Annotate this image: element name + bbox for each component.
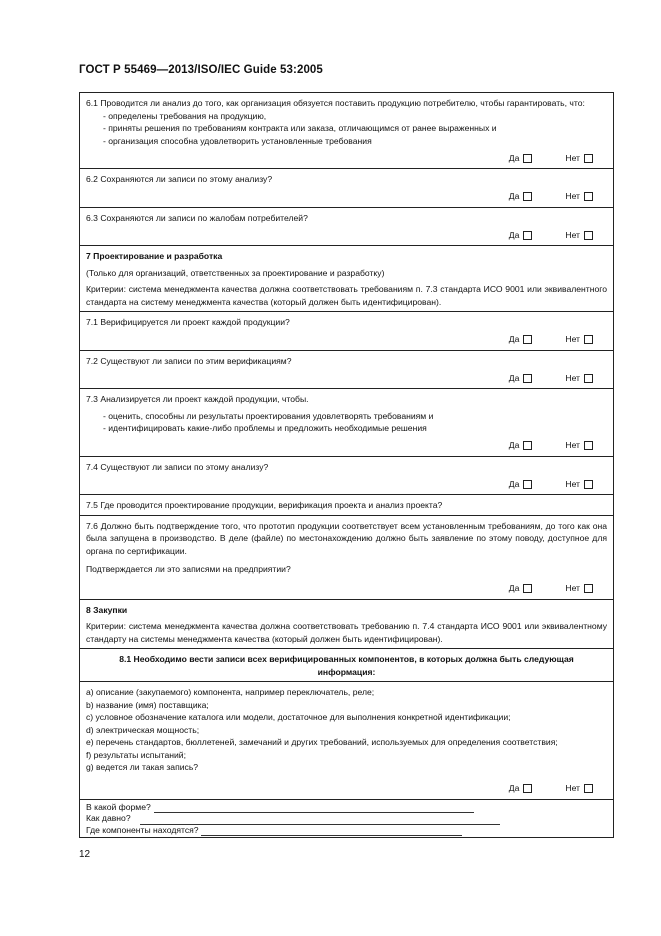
no-checkbox-8-1[interactable]	[584, 784, 593, 793]
field-row	[86, 813, 607, 825]
no-label: Нет	[565, 334, 580, 345]
section-7-header	[80, 246, 613, 312]
no-checkbox-7-2[interactable]	[584, 374, 593, 383]
no-checkbox-6-2[interactable]	[584, 192, 593, 201]
yes-label: Да	[508, 191, 520, 202]
question-8-1-list	[80, 682, 613, 800]
yes-checkbox-6-2[interactable]	[523, 192, 532, 201]
answer-row	[86, 333, 607, 347]
no-label: Нет	[565, 191, 580, 202]
yes-label: Да	[508, 440, 520, 451]
section-8-criteria: Критерии: система менеджмента качества должна соответствовать требованию п. 7.4 стандарта ИСО 9001 или эквивалентному стандарту на системы менеджмента качества (который должен быть идентифицирован).	[86, 621, 607, 644]
question-8-1-items	[86, 686, 607, 774]
answer-row	[86, 190, 607, 204]
yes-label: Да	[508, 152, 520, 163]
answer-row	[86, 151, 607, 165]
yes-label: Да	[508, 229, 520, 240]
no-checkbox-7-6[interactable]	[584, 584, 593, 593]
answer-row	[86, 371, 607, 385]
question-6-1-text: 6.1 Проводится ли анализ до того, как организация обязуется поставить продукцию потребителю, чтобы гарантировать, что:	[86, 98, 585, 108]
yes-checkbox-7-6[interactable]	[523, 584, 532, 593]
no-checkbox-6-3[interactable]	[584, 231, 593, 240]
yes-label: Да	[508, 583, 520, 594]
list-item: a) описание (закупаемого) компонента, например переключатель, реле;	[86, 687, 375, 697]
location-input-line[interactable]	[201, 826, 462, 836]
question-8-1-title: 8.1 Необходимо вести записи всех верифицированных компонентов, в которых должна быть следующая информация:	[119, 654, 574, 677]
yes-checkbox-7-4[interactable]	[523, 480, 532, 489]
how-long-input-line[interactable]	[140, 815, 500, 825]
yes-checkbox-6-1[interactable]	[523, 154, 532, 163]
yes-label: Да	[508, 372, 520, 383]
question-8-1-fields	[80, 800, 613, 839]
no-checkbox-7-1[interactable]	[584, 335, 593, 344]
section-7-criteria: Критерии: система менеджмента качества должна соответствовать требованиям п. 7.3 стандарта ИСО 9001 или эквивалентного стандарта на систему менеджмента качества (который должен быть идентифицирован).	[86, 284, 607, 307]
question-7-6-text: 7.6 Должно быть подтверждение того, что прототип продукции соответствует всем установленным требованиям, до того как она была запущена в производство. В деле (файле) по местонахождению должно быть заявление по этому поводу, доступное для органа по сертификации.	[86, 520, 607, 556]
answer-row	[86, 477, 607, 491]
page-header: ГОСТ Р 55469—2013/ISO/IEC Guide 53:2005	[79, 64, 323, 76]
yes-label: Да	[508, 478, 520, 489]
no-label: Нет	[565, 783, 580, 794]
yes-checkbox-7-3[interactable]	[523, 441, 532, 450]
no-label: Нет	[565, 372, 580, 383]
question-7-1-text: 7.1 Верифицируется ли проект каждой продукции?	[86, 317, 290, 327]
yes-label: Да	[508, 783, 520, 794]
question-7-3	[80, 389, 613, 457]
bullet-item: - организация способна удовлетворить установленные требования	[103, 135, 372, 146]
question-7-2	[80, 351, 613, 390]
answer-row	[86, 782, 607, 796]
field-label-how-long: Как давно?	[86, 813, 131, 823]
list-item: e) перечень стандартов, бюллетеней, замечаний и других требований, используемых для определения соответствия;	[86, 737, 558, 747]
field-row	[86, 825, 607, 837]
no-checkbox-6-1[interactable]	[584, 154, 593, 163]
question-7-5	[80, 495, 613, 516]
no-label: Нет	[565, 440, 580, 451]
question-7-6	[80, 516, 613, 600]
question-6-2-text: 6.2 Сохраняются ли записи по этому анализу?	[86, 174, 273, 184]
bullet-item: - определены требования на продукцию,	[103, 110, 267, 121]
question-7-1	[80, 312, 613, 351]
answer-row	[86, 228, 607, 242]
question-7-6-question: Подтверждается ли это записями на предприятии?	[86, 564, 291, 574]
field-label-form: В какой форме?	[86, 801, 151, 812]
question-7-4-text: 7.4 Существуют ли записи по этому анализу?	[86, 461, 269, 472]
page-number: 12	[79, 849, 91, 860]
section-7-title: 7 Проектирование и разработка	[86, 251, 223, 261]
no-label: Нет	[565, 229, 580, 240]
fields-list	[86, 802, 607, 837]
yes-checkbox-7-2[interactable]	[523, 374, 532, 383]
question-7-2-text: 7.2 Существуют ли записи по этим верификациям?	[86, 355, 292, 366]
yes-checkbox-7-1[interactable]	[523, 335, 532, 344]
question-7-3-text: 7.3 Анализируется ли проект каждой продукции, чтобы.	[86, 394, 309, 404]
questionnaire-table	[79, 92, 614, 838]
question-6-3-text: 6.3 Сохраняются ли записи по жалобам потребителей?	[86, 212, 308, 223]
list-item: f) результаты испытаний;	[86, 749, 186, 760]
question-7-5-text: 7.5 Где проводится проектирование продукции, верификация проекта и анализ проекта?	[86, 500, 443, 510]
field-label-location: Где компоненты находятся?	[86, 824, 199, 835]
yes-checkbox-6-3[interactable]	[523, 231, 532, 240]
yes-checkbox-8-1[interactable]	[523, 784, 532, 793]
answer-row	[86, 439, 607, 453]
question-8-1-title-row	[80, 649, 613, 682]
list-item: g) ведется ли такая запись?	[86, 762, 199, 772]
no-checkbox-7-4[interactable]	[584, 480, 593, 489]
answer-row	[86, 582, 607, 596]
form-input-line[interactable]	[154, 803, 474, 813]
list-item: d) электрическая мощность;	[86, 724, 200, 735]
list-item: c) условное обозначение каталога или модели, достаточное для выполнения конкретной идентификации;	[86, 712, 511, 722]
question-7-3-bullets	[86, 410, 607, 435]
question-6-3	[80, 208, 613, 247]
no-label: Нет	[565, 152, 580, 163]
bullet-item: - оценить, способны ли результаты проектирования удовлетворять требованиям и	[103, 410, 434, 421]
question-6-2	[80, 169, 613, 208]
section-7-note: (Только для организаций, ответственных за проектирование и разработку)	[86, 267, 385, 278]
no-checkbox-7-3[interactable]	[584, 441, 593, 450]
question-6-1-bullets	[86, 110, 607, 148]
bullet-item: - идентифицировать какие-либо проблемы и предложить необходимые решения	[103, 423, 427, 433]
no-label: Нет	[565, 583, 580, 594]
section-8-header	[80, 600, 613, 650]
field-row	[86, 802, 607, 814]
yes-label: Да	[508, 334, 520, 345]
no-label: Нет	[565, 478, 580, 489]
list-item: b) название (имя) поставщика;	[86, 699, 209, 710]
section-8-title: 8 Закупки	[86, 604, 128, 615]
bullet-item: - приняты решения по требованиям контракта или заказа, отличающимся от ранее выраженных и	[103, 123, 497, 133]
question-7-4	[80, 457, 613, 496]
question-6-1	[80, 93, 613, 169]
